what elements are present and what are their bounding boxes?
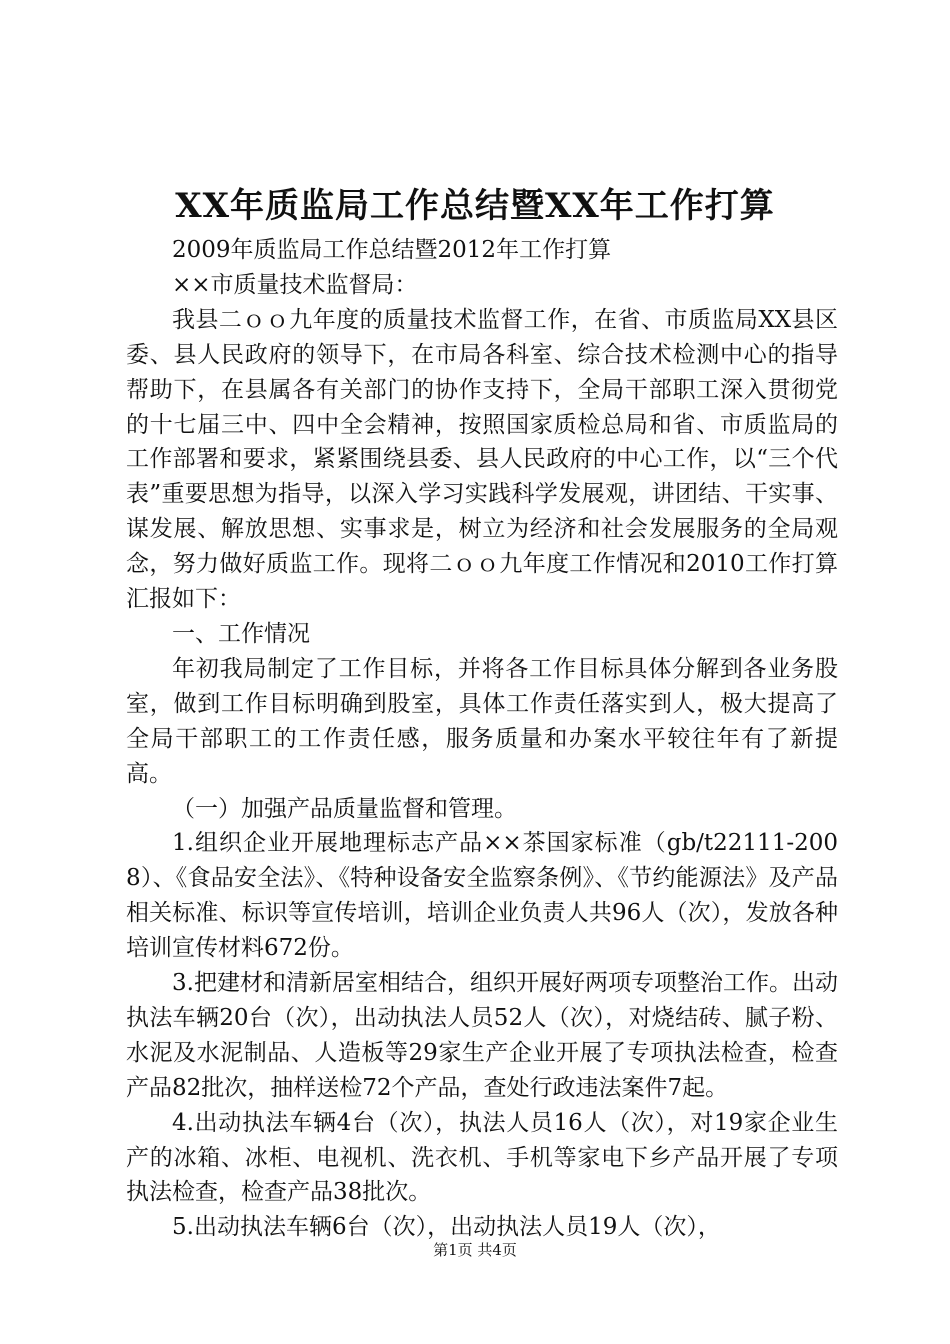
paragraph-item-3: 3.把建材和清新居室相结合，组织开展好两项专项整治工作。出动执法车辆20台（次），出动执法人员52人（次），对烧结砖、腻子粉、水泥及水泥制品、人造板等29家生产企业开展了专项执法检查，检查产品82批次，抽样送检72个产品，查处行政违法案件7起。 <box>126 970 838 1101</box>
paragraph-goals: 年初我局制定了工作目标，并将各工作目标具体分解到各业务股室，做到工作目标明确到股室，具体工作责任落实到人，极大提高了全局干部职工的工作责任感，服务质量和办案水平较往年有了新提高。 <box>126 655 838 787</box>
section-heading-work-status: 一、工作情况 <box>172 620 310 647</box>
subsection-heading-quality-supervision: （一）加强产品质量监督和管理。 <box>172 795 517 822</box>
paragraph-item-5: 5.出动执法车辆6台（次），出动执法人员19人（次）， <box>172 1214 721 1241</box>
paragraph-subtitle: 2009年质监局工作总结暨2012年工作打算 <box>172 237 612 263</box>
document-body <box>126 233 838 1245</box>
paragraph-intro: 我县二ｏｏ九年度的质量技术监督工作，在省、市质监局XX县区委、县人民政府的领导下，在市局各科室、综合技术检测中心的指导帮助下，在县属各有关部门的协作支持下，全局干部职工深入贯彻党的十七届三中、四中全会精神，按照国家质检总局和省、市质监局的工作部署和要求，紧紧围绕县委、县人民政府的中心工作，以“三个代表”重要思想为指导，以深入学习实践科学发展观，讲团结、干实事、谋发展、解放思想、实事求是，树立为经济和社会发展服务的全局观念，努力做好质监工作。现将二ｏｏ九年度工作情况和2010工作打算汇报如下： <box>126 306 838 613</box>
document-title: XX年质监局工作总结暨XX年工作打算 <box>175 186 775 226</box>
paragraph-item-4: 4.出动执法车辆4台（次），执法人员16人（次），对19家企业生产的冰箱、冰柜、电视机、洗衣机、手机等家电下乡产品开展了专项执法检查，检查产品38批次。 <box>126 1109 838 1206</box>
paragraph-item-1: 1.组织企业开展地理标志产品××茶国家标准（gb/t22111-2008）、《食品安全法》、《特种设备安全监察条例》、《节约能源法》及产品相关标准、标识等宣传培训，培训企业负责人共96人（次），发放各种培训宣传材料672份。 <box>126 830 838 962</box>
paragraph-addressee: ××市质量技术监督局： <box>172 271 418 298</box>
page-footer: 第1页 共4页 <box>433 1241 517 1259</box>
